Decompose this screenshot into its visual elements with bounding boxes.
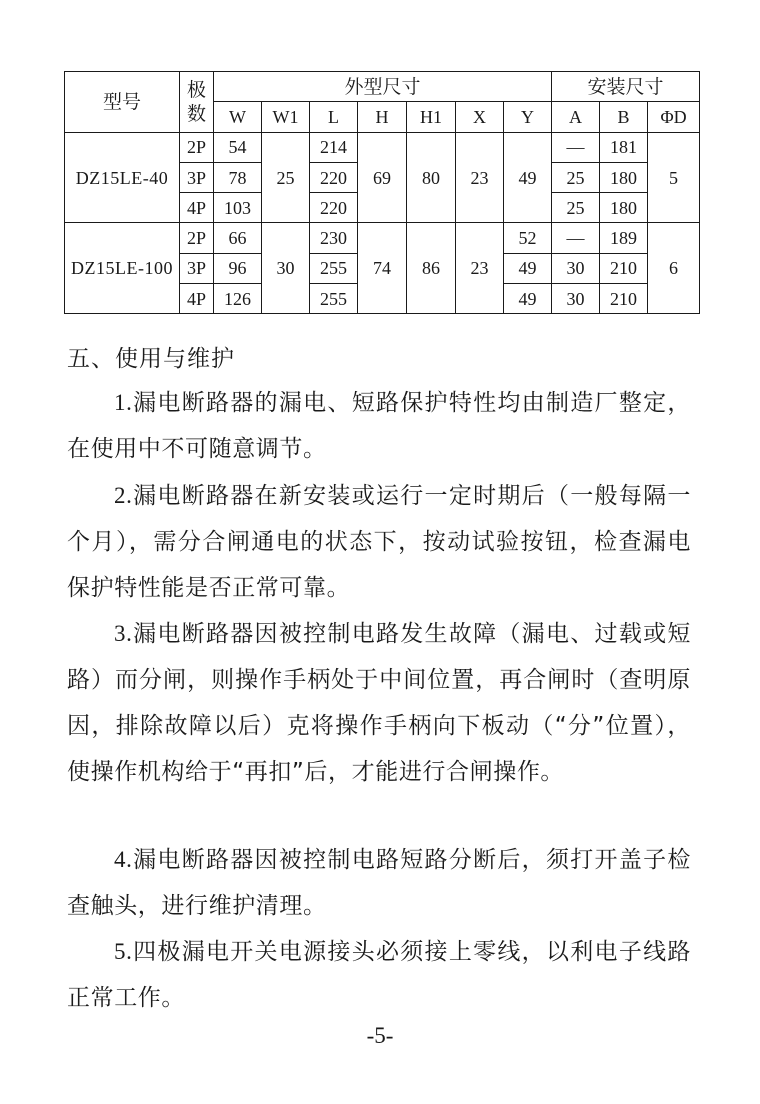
table-row [65,223,700,253]
A-cell: 30 [552,284,600,314]
Y-cell: 49 [504,253,552,283]
B-cell: 210 [600,253,648,283]
A-cell: 30 [552,253,600,283]
item-text: 漏电断路器的漏电、短路保护特性均由制造厂整定，在使用中不可随意调节。 [67,390,691,462]
A-cell: 25 [552,193,600,223]
H1-cell: 80 [407,132,456,223]
col-header-X: X [456,102,504,132]
col-header-L: L [310,102,358,132]
item-number: 5. [114,939,133,964]
B-cell: 210 [600,284,648,314]
model-cell: DZ15LE-100 [65,223,180,314]
table-row [65,132,700,162]
item-text: 漏电断路器在新安装或运行一定时期后（一般每隔一个月），需分合闸通电的状态下，按动试验按钮，检查漏电保护特性能是否正常可靠。 [67,483,691,601]
page-number: -5- [366,1023,394,1048]
paragraph-1 [67,380,691,472]
item-number: 3. [114,621,133,646]
model-cell: DZ15LE-40 [65,132,180,223]
X-cell: 23 [456,132,504,223]
poles-cell: 4P [180,284,214,314]
A-cell: — [552,223,600,253]
L-cell: 255 [310,253,358,283]
Y-cell: 49 [504,284,552,314]
poles-cell: 4P [180,193,214,223]
A-cell: — [552,132,600,162]
col-header-A: A [552,102,600,132]
item-text: 漏电断路器因被控制电路发生故障（漏电、过载或短路）而分闸，则操作手柄处于中间位置，再合闸时（查明原因，排除故障以后）克将操作手柄向下板动（“分”位置），使操作机构给于“再扣”后，才能进行合闸操作。 [67,621,691,785]
header-outline-dimensions: 外型尺寸 [214,72,552,102]
W-cell: 78 [214,162,262,192]
H-cell: 74 [358,223,407,314]
paragraph-3 [67,611,691,795]
L-cell: 255 [310,284,358,314]
paragraph-2 [67,473,691,611]
Y-cell: 52 [504,223,552,253]
W-cell: 126 [214,284,262,314]
item-text: 漏电断路器因被控制电路短路分断后，须打开盖子检查触头，进行维护清理。 [67,847,691,919]
B-cell: 180 [600,162,648,192]
dimension-table [64,71,700,314]
phiD-cell: 5 [648,132,700,223]
col-header-W: W [214,102,262,132]
header-model: 型号 [65,72,180,133]
col-header-H: H [358,102,407,132]
section-title: 五、使用与维护 [67,346,235,372]
paragraph-5 [67,929,691,1021]
B-cell: 189 [600,223,648,253]
header-install-dimensions: 安装尺寸 [552,72,700,102]
B-cell: 181 [600,132,648,162]
col-header-B: B [600,102,648,132]
Y-cell: 49 [504,132,552,223]
L-cell: 220 [310,162,358,192]
poles-cell: 3P [180,162,214,192]
col-header-H1: H1 [407,102,456,132]
A-cell: 25 [552,162,600,192]
W1-cell: 25 [262,132,310,223]
W-cell: 96 [214,253,262,283]
item-number: 4. [114,847,133,872]
col-header-Y: Y [504,102,552,132]
poles-cell: 3P [180,253,214,283]
col-header-phiD: ΦD [648,102,700,132]
W1-cell: 30 [262,223,310,314]
W-cell: 103 [214,193,262,223]
W-cell: 54 [214,132,262,162]
col-header-W1: W1 [262,102,310,132]
item-number: 1. [114,390,133,415]
item-number: 2. [114,483,133,508]
paragraph-4 [67,837,691,929]
item-text: 四极漏电开关电源接头必须接上零线，以利电子线路正常工作。 [67,939,691,1011]
table-header-row-1 [65,72,700,102]
W-cell: 66 [214,223,262,253]
H-cell: 69 [358,132,407,223]
L-cell: 220 [310,193,358,223]
poles-cell: 2P [180,132,214,162]
H1-cell: 86 [407,223,456,314]
L-cell: 214 [310,132,358,162]
phiD-cell: 6 [648,223,700,314]
X-cell: 23 [456,223,504,314]
L-cell: 230 [310,223,358,253]
header-poles: 极 数 [180,72,214,133]
poles-cell: 2P [180,223,214,253]
B-cell: 180 [600,193,648,223]
